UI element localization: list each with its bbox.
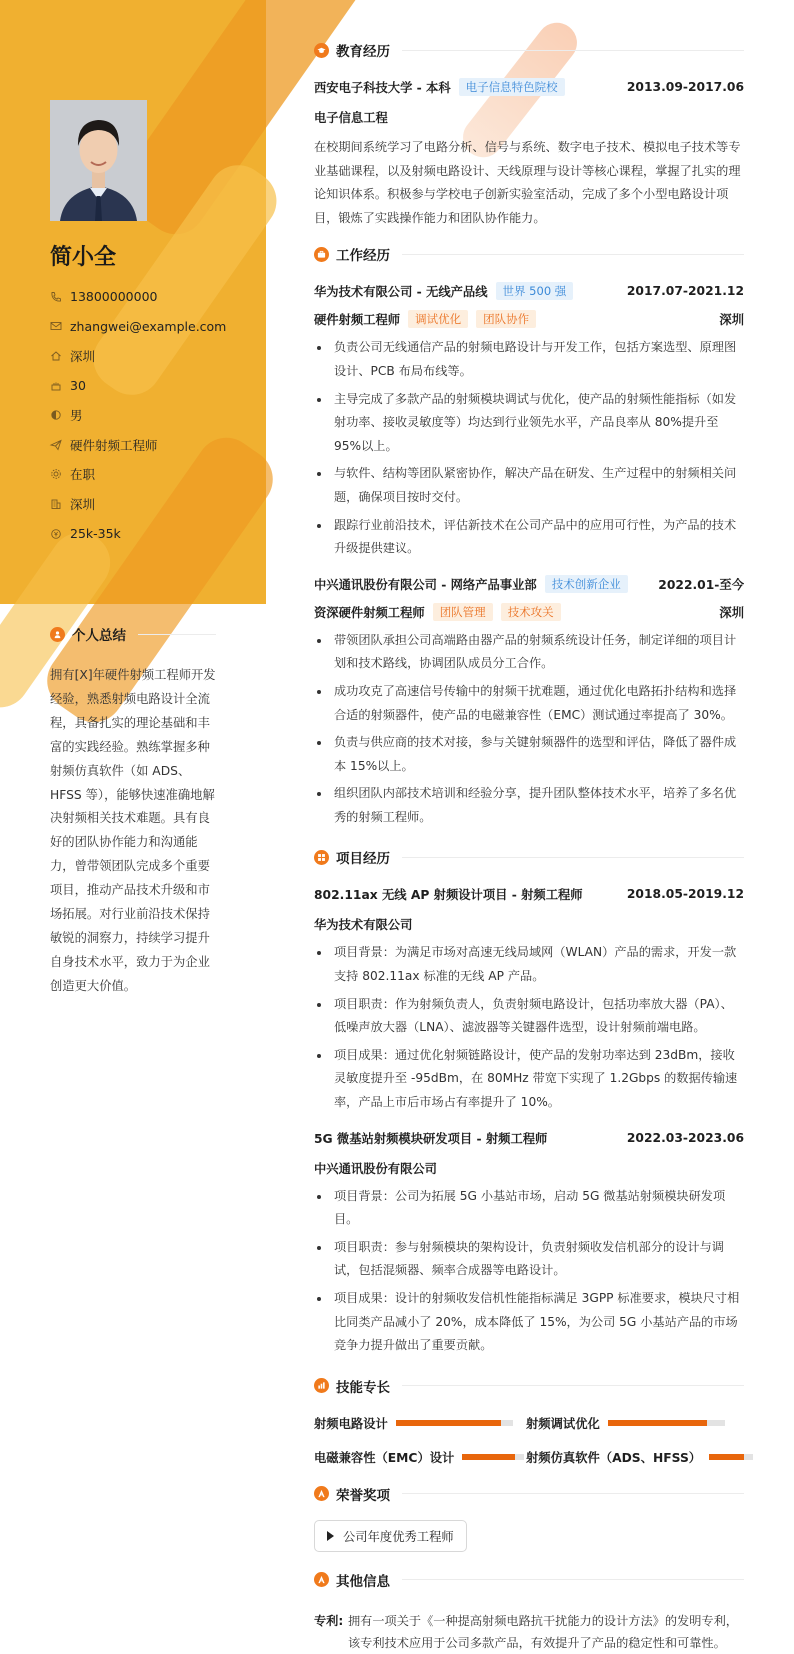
role-tag: 团队管理 [433,603,493,621]
skill-bar [396,1420,513,1426]
divider [402,1579,744,1580]
skill-item [314,1414,526,1432]
summary-title: 个人总结 [72,628,126,644]
divider [138,634,216,635]
info-age: 30 [50,371,260,401]
award-icon [314,1486,329,1501]
contact-info-list [50,282,260,548]
company-name: 中兴通讯股份有限公司 - 网络产品事业部 [314,577,537,592]
summary-text: 拥有[X]年硬件射频工程师开发经验，熟悉射频电路设计全流程，具备扎实的理论基础和丰富的实践经验。熟练掌握多种射频仿真软件（如 ADS、HFSS 等），能够快速准确地解决射频相关技术难题。具有良好的团队协作能力和沟通能力，曾带领团队完成多个重要项目，推动产品技术升级和市场拓展。对行业前沿技术保持敏锐的洞察力，持续学习提升自身技术水平，致力于为企业创造更大价值。 [50,668,216,993]
list-item: 组织团队内部技术培训和经验分享，提升团队整体技术水平，培养了多名优秀的射频工程师。 [314,782,744,829]
work-entry-head [314,282,744,300]
list-item: 项目成果：通过优化射频链路设计，使产品的发射功率达到 23dBm，接收灵敏度提升至 -95dBm，在 80MHz 带宽下实现了 1.2Gbps 的数据传输速率，产品上市后市场占有率提升了 10%。 [314,1044,744,1115]
list-item: 跟踪行业前沿技术，评估新技术在公司产品中的应用可行性，为产品的技术升级提供建议。 [314,514,744,561]
education-desc: 在校期间系统学习了电路分析、信号与系统、数字电子技术、模拟电子技术等专业基础课程，以及射频电路设计、天线原理与设计等核心课程，掌握了扎实的理论知识体系。积极参与学校电子创新实验室活动，完成了多个小型电路设计项目，锻炼了实践操作能力和团队协作能力。 [314,140,741,225]
school-tag: 电子信息特色院校 [459,78,565,96]
list-item: 与软件、结构等团队紧密协作，解决产品在研发、生产过程中的射频相关问题，确保项目按时交付。 [314,462,744,509]
skill-item [526,1414,744,1432]
role-name: 硬件射频工程师 [314,313,401,328]
project-company-row [314,1159,744,1177]
info-position: 硬件射频工程师 [50,430,260,460]
role-tag: 团队协作 [476,310,536,328]
work-entry [314,575,744,830]
list-item: 带领团队承担公司高端路由器产品的射频系统设计任务，制定详细的项目计划和技术路线，协调团队成员分工合作。 [314,629,744,676]
gender-icon [50,409,70,421]
list-item: 负责公司无线通信产品的射频电路设计与开发工作，包括方案选型、原理图设计、PCB 布局布线等。 [314,336,744,383]
summary-header [50,624,216,644]
skill-name: 射频仿真软件（ADS、HFSS） [526,1450,702,1465]
salary-icon [50,528,70,540]
skill-name: 射频调试优化 [526,1416,600,1431]
project-name: 802.11ax 无线 AP 射频设计项目 - 射频工程师 [314,888,583,903]
other-section [314,1570,744,1654]
project-entry-head [314,885,744,903]
skill-bar-fill [396,1420,501,1426]
project-entry [314,885,744,1114]
award-item[interactable] [314,1520,467,1552]
divider [402,50,744,51]
project-company: 中兴通讯股份有限公司 [314,1161,437,1176]
divider [402,857,744,858]
work-city: 深圳 [719,313,744,328]
projects-section [314,847,744,1357]
skills-section [314,1376,744,1466]
company-name: 华为技术有限公司 - 无线产品线 [314,285,488,300]
honors-header [314,1484,744,1504]
education-title: 教育经历 [336,44,390,60]
work-header [314,244,744,264]
skill-bar [462,1454,524,1460]
education-period: 2013.09-2017.06 [626,80,744,94]
info-city: 深圳 [50,341,260,371]
mail-icon [50,320,70,332]
work-bullets [314,629,744,830]
info-work-city: 深圳 [50,489,260,519]
play-icon [327,1531,334,1541]
sidebar-profile-panel [0,0,266,604]
project-entry [314,1129,744,1358]
bar-chart-icon [314,1378,329,1393]
skill-bar [608,1420,725,1426]
project-period: 2022.03-2023.06 [626,1130,744,1145]
other-header [314,1570,744,1590]
skill-name: 射频电路设计 [314,1416,388,1431]
other-title: 其他信息 [336,1573,390,1590]
project-company: 华为技术有限公司 [314,918,413,933]
project-period: 2018.05-2019.12 [626,887,744,902]
work-role-row [314,310,744,328]
work-bullets [314,336,744,560]
building-icon [50,498,70,510]
list-item: 主导完成了多款产品的射频模块调试与优化，使产品的射频性能指标（如发射功率、接收灵敏度等）均达到行业领先水平，产品良率从 80%提升至 95%以上。 [314,388,744,459]
list-item: 项目背景：公司为拓展 5G 小基站市场，启动 5G 微基站射频模块研发项目。 [314,1185,744,1232]
education-major-row [314,108,744,126]
projects-header [314,847,744,867]
honors-section [314,1484,744,1552]
role-tag: 调试优化 [408,310,468,328]
project-company-row [314,915,744,933]
patent-text: 拥有一项关于《一种提高射频电路抗干扰能力的设计方法》的发明专利，该专利技术应用于公司多款产品，有效提升了产品的稳定性和可靠性。 [348,1613,738,1650]
list-item: 负责与供应商的技术对接，参与关键射频器件的选型和评估，降低了器件成本 15%以上。 [314,731,744,778]
list-item: 项目背景：为满足市场对高速无线局域网（WLAN）产品的需求，开发一款支持 802.11ax 标准的无线 AP 产品。 [314,941,744,988]
age-icon [50,380,70,392]
projects-title: 项目经历 [336,851,390,868]
honors-title: 荣誉奖项 [336,1487,390,1504]
divider [402,254,744,255]
work-entry-head [314,575,744,593]
skill-bar-fill [709,1454,744,1460]
gear-icon [50,468,70,480]
skills-title: 技能专长 [336,1379,390,1396]
role-name: 资深硬件射频工程师 [314,605,425,620]
briefcase-icon [314,247,329,262]
home-icon [50,350,70,362]
main-content [314,40,744,1654]
list-item: 项目成果：设计的射频收发信机性能指标满足 3GPP 标准要求，模块尺寸相比同类产品减小了 20%，成本降低了 15%，为公司 5G 小基站产品的市场竞争力提升做出了重要贡献。 [314,1287,744,1358]
divider [402,1385,744,1386]
grid-icon [314,850,329,865]
work-city: 深圳 [719,605,744,620]
info-gender: 男 [50,400,260,430]
work-role-row [314,603,744,621]
work-entry [314,282,744,560]
school-name: 西安电子科技大学 - 本科 [314,81,451,95]
work-section [314,244,744,829]
award-label: 公司年度优秀工程师 [343,1529,454,1544]
info-phone: 13800000000 [50,282,260,312]
patent-label: 专利: [314,1613,344,1628]
project-entry-head [314,1129,744,1147]
project-bullets [314,1185,744,1358]
education-section [314,40,744,230]
user-icon [50,627,65,642]
summary-section [50,624,216,999]
education-header [314,40,744,60]
project-name: 5G 微基站射频模块研发项目 - 射频工程师 [314,1131,548,1146]
phone-icon [50,291,70,303]
info-salary: 25k-35k [50,519,260,549]
info-icon [314,1572,329,1587]
info-email: zhangwei@example.com [50,312,260,342]
company-tag: 技术创新企业 [545,575,628,593]
company-tag: 世界 500 强 [496,282,574,300]
project-bullets [314,941,744,1114]
skill-bar [709,1454,753,1460]
major: 电子信息工程 [314,111,388,125]
skill-bar-fill [462,1454,515,1460]
list-item: 项目职责：参与射频模块的架构设计，负责射频收发信机部分的设计与调试，包括混频器、频率合成器等电路设计。 [314,1236,744,1283]
avatar [50,100,147,221]
skill-item [526,1448,744,1466]
list-item: 成功攻克了高速信号传输中的射频干扰难题，通过优化电路拓扑结构和选择合适的射频器件，使产品的电磁兼容性（EMC）测试通过率提高了 30%。 [314,680,744,727]
send-icon [50,439,70,451]
skill-name: 电磁兼容性（EMC）设计 [314,1450,455,1465]
divider [402,1493,744,1494]
work-title: 工作经历 [336,248,390,265]
education-entry-head [314,78,744,96]
graduation-cap-icon [314,43,329,58]
skill-bar-fill [608,1420,707,1426]
list-item: 项目职责：作为射频负责人，负责射频电路设计，包括功率放大器（PA）、低噪声放大器（LNA）、滤波器等关键器件选型，设计射频前端电路。 [314,993,744,1040]
skills-grid [314,1414,744,1466]
work-period: 2022.01-至今 [658,577,744,592]
profile-name: 简小全 [50,245,117,270]
work-period: 2017.07-2021.12 [626,284,744,299]
role-tag: 技术攻关 [501,603,561,621]
skill-item [314,1448,526,1466]
skills-header [314,1376,744,1396]
info-status: 在职 [50,460,260,490]
other-row [314,1610,744,1654]
